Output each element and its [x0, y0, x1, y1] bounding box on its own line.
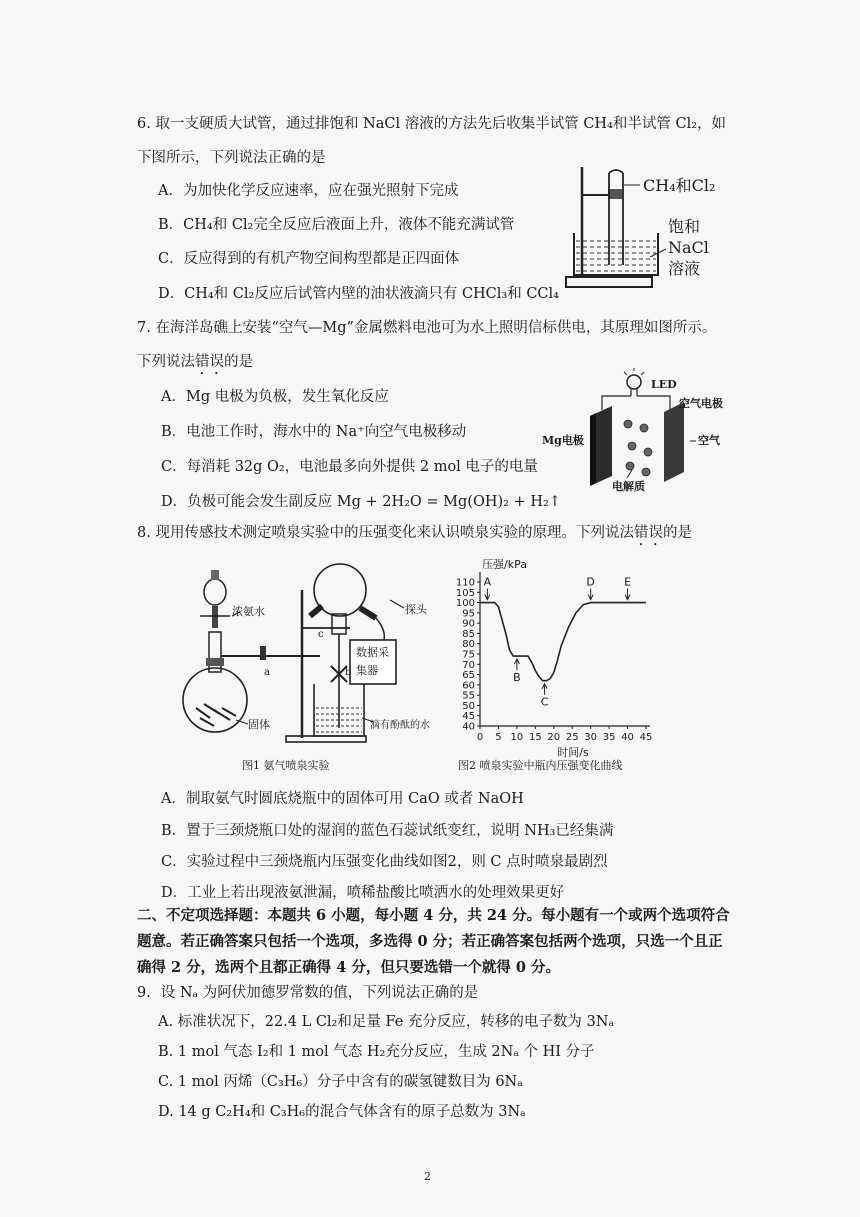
y-tick-label: 65: [462, 670, 475, 682]
y-tick-label: 110: [455, 577, 475, 589]
y-tick-label: 75: [462, 649, 475, 661]
x-tick-label: 45: [639, 732, 653, 743]
q7-stem-line2-a: 下列说法: [137, 354, 195, 370]
q6-option-a: A．为加快化学反应速率，应在强光照射下完成: [158, 183, 459, 199]
x-axis-label: 时间/s: [557, 746, 589, 759]
x-tick-label: 30: [584, 732, 598, 743]
q8-water-label: 滴有酚酞的水: [370, 720, 430, 731]
q8-stem-a: 8. 现用传感技术测定喷泉实验中的压强变化来认识喷泉实验的原理。下列说法: [137, 525, 634, 541]
q8-solid-label: 固体: [248, 718, 270, 731]
q7-option-b: B．电池工作时，海水中的 Na⁺向空气电极移动: [161, 424, 467, 440]
x-tick-label: 40: [621, 732, 634, 743]
q6-option-b: B．CH₄和 Cl₂完全反应后液面上升，液体不能充满试管: [158, 217, 515, 233]
q7-option-d: D．负极可能会发生副反应 Mg + 2H₂O = Mg(OH)₂ + H₂↑: [161, 494, 561, 510]
y-tick-label: 70: [462, 659, 475, 671]
q7-air-electrode-label: 空气电极: [679, 397, 723, 410]
y-tick-label: 90: [462, 618, 475, 630]
q6-stem-line2: 下图所示，下列说法正确的是: [137, 150, 326, 166]
x-tick-label: 25: [565, 732, 579, 743]
q8-ammonia-water-label: 浓氨水: [232, 605, 265, 618]
y-tick-label: 105: [455, 587, 475, 599]
point-E-label: E: [624, 575, 632, 589]
section2-instructions-line1: 二、不定项选择题：本题共 6 小题，每小题 4 分，共 24 分。每小题有一个或两个选项符合: [137, 907, 730, 924]
led-bulb-icon: [627, 375, 641, 389]
q6-stem-line1: 6. 取一支硬质大试管，通过排饱和 NaCl 溶液的方法先后收集半试管 CH₄和半试管 Cl₂，如: [137, 116, 727, 132]
x-tick-label: 15: [528, 732, 542, 743]
x-tick-label: 35: [602, 732, 616, 743]
q6-solution-label-2: NaCl: [668, 238, 709, 257]
point-C-label: C: [540, 695, 549, 709]
section2-instructions-line3: 确得 2 分，选两个且都正确得 4 分，但只要选错一个就得 0 分。: [137, 959, 561, 976]
q6-solution-label-3: 溶液: [668, 259, 701, 278]
x-tick-label: 0: [476, 732, 484, 743]
q8-stem-emphasis: 错误: [633, 525, 663, 541]
q8-pressure-chart: [440, 558, 660, 759]
q8-option-b: B．置于三颈烧瓶口处的湿润的蓝色石蕊试纸变红，说明 NH₃已经集满: [161, 823, 614, 839]
q8-option-a: A．制取氨气时圆底烧瓶中的固体可用 CaO 或者 NaOH: [161, 791, 524, 807]
q8-probe-label: 探头: [405, 603, 427, 616]
q7-led-label: LED: [651, 378, 677, 391]
q9-option-c: C. 1 mol 丙烯（C₃H₆）分子中含有的碳氢键数目为 6Nₐ: [158, 1074, 523, 1090]
y-tick-label: 40: [462, 721, 475, 733]
point-D-label: D: [586, 575, 595, 589]
q7-option-c: C．每消耗 32g O₂，电池最多向外提供 2 mol 电子的电量: [161, 459, 538, 475]
q7-mg-electrode-label: Mg电极: [542, 434, 584, 447]
y-tick-label: 50: [462, 700, 475, 712]
section2-instructions-line2: 题意。若正确答案只包括一个选项，多选得 0 分；若正确答案包括两个选项，只选一个且正: [137, 933, 723, 950]
q7-air-label: 空气: [698, 434, 720, 447]
q7-stem-line2-b: 的是: [224, 354, 253, 370]
q8-neck-c-label: c: [318, 629, 324, 640]
q7-stem-emphasis: 错误: [195, 354, 224, 370]
q6-option-d: D．CH₄和 Cl₂反应后试管内壁的油状液滴只有 CHCl₃和 CCl₄: [158, 286, 559, 302]
page-number: 2: [424, 1170, 431, 1183]
q8-data-collector-label-1: 数据采: [356, 646, 389, 659]
pressure-curve: [480, 603, 646, 681]
y-axis-label: 压强/kPa: [482, 558, 527, 571]
q8-clamp-b-label: b: [345, 667, 352, 678]
q9-stem: 9．设 Nₐ 为阿伏加德罗常数的值，下列说法正确的是: [137, 985, 479, 1001]
y-tick-label: 100: [455, 598, 475, 610]
q7-option-a: A．Mg 电极为负极，发生氧化反应: [161, 389, 389, 405]
x-tick-label: 20: [547, 732, 561, 743]
y-tick-label: 60: [462, 680, 475, 692]
q7-electrolyte-label: 电解质: [612, 480, 645, 493]
q6-gas-label: CH₄和Cl₂: [643, 176, 716, 195]
q8-fig1-caption: 图1 氨气喷泉实验: [242, 759, 330, 772]
q8-stem: [137, 524, 692, 549]
y-tick-label: 95: [462, 608, 475, 620]
q8-option-d: D．工业上若出现液氨泄漏，喷稀盐酸比喷洒水的处理效果更好: [161, 885, 565, 901]
q9-option-b: B. 1 mol 气态 I₂和 1 mol 气态 H₂充分反应，生成 2Nₐ 个 HI 分子: [158, 1044, 595, 1060]
q6-option-c: C．反应得到的有机产物空间构型都是正四面体: [158, 251, 460, 267]
q8-stem-b: 的是: [662, 525, 692, 541]
q8-option-c: C．实验过程中三颈烧瓶内压强变化曲线如图2，则 C 点时喷泉最剧烈: [161, 854, 608, 870]
x-tick-label: 10: [510, 732, 524, 743]
y-tick-label: 45: [462, 711, 475, 723]
q6-solution-label-1: 饱和: [668, 217, 701, 236]
q7-stem-line2: [137, 353, 253, 378]
q8-tube-a-label: a: [264, 667, 270, 678]
point-B-label: B: [513, 671, 521, 685]
q8-fig2-caption: 图2 喷泉实验中瓶内压强变化曲线: [458, 759, 623, 772]
q8-data-collector-label-2: 集器: [356, 664, 378, 677]
y-tick-label: 85: [462, 628, 475, 640]
y-tick-label: 80: [462, 639, 475, 651]
x-tick-label: 5: [495, 732, 502, 743]
q9-option-a: A. 标准状况下，22.4 L Cl₂和足量 Fe 充分反应，转移的电子数为 3Nₐ: [158, 1014, 615, 1030]
point-A-label: A: [483, 575, 492, 589]
q9-option-d: D. 14 g C₂H₄和 C₃H₆的混合气体含有的原子总数为 3Nₐ: [158, 1104, 526, 1120]
q7-stem-line1: 7. 在海洋岛礁上安装“空气—Mg”金属燃料电池可为水上照明信标供电，其原理如图所示。: [137, 320, 717, 336]
y-tick-label: 55: [462, 690, 475, 702]
